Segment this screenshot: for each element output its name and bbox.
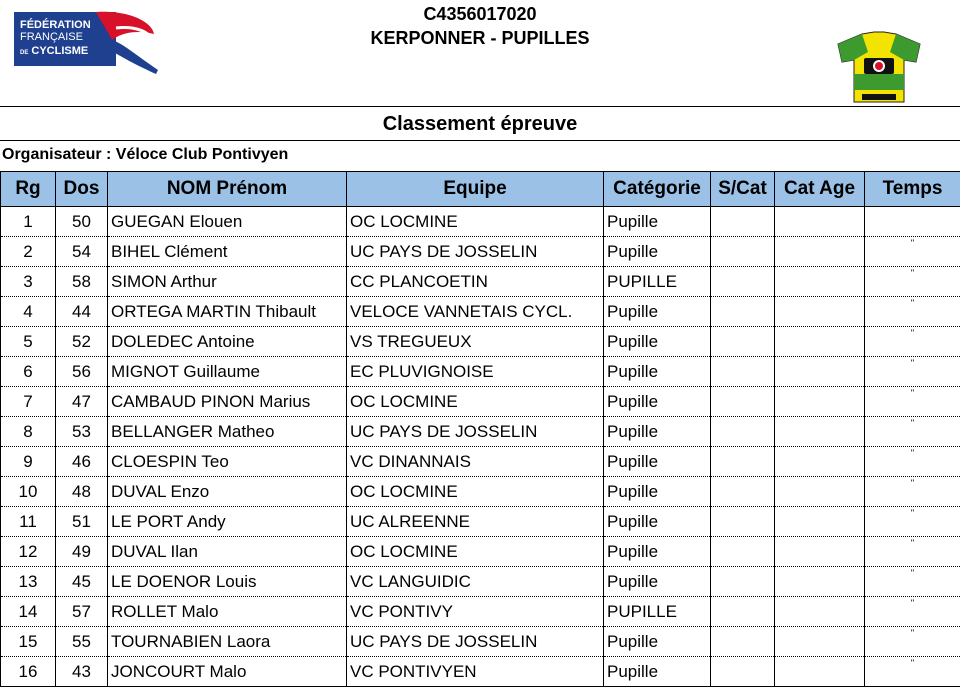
cell-rg: 6	[1, 357, 56, 387]
cell-catage	[775, 507, 865, 537]
cell-equipe: VC LANGUIDIC	[347, 567, 604, 597]
cell-temps	[865, 237, 960, 267]
cell-categorie: Pupille	[604, 657, 711, 687]
cell-nom: BELLANGER Matheo	[108, 417, 347, 447]
header-divider	[0, 106, 960, 107]
cell-scat	[711, 327, 775, 357]
cell-equipe: UC PAYS DE JOSSELIN	[347, 627, 604, 657]
col-header-nom: NOM Prénom	[108, 172, 347, 207]
cell-temps	[865, 387, 960, 417]
col-header-categorie: Catégorie	[604, 172, 711, 207]
cell-catage	[775, 477, 865, 507]
cell-temps	[865, 537, 960, 567]
cell-dos: 58	[56, 267, 108, 297]
cell-equipe: VC DINANNAIS	[347, 447, 604, 477]
cell-rg: 2	[1, 237, 56, 267]
cell-temps	[865, 447, 960, 477]
cell-catage	[775, 297, 865, 327]
cell-dos: 54	[56, 237, 108, 267]
cell-catage	[775, 327, 865, 357]
cell-dos: 49	[56, 537, 108, 567]
table-row	[1, 657, 960, 687]
cell-nom: MIGNOT Guillaume	[108, 357, 347, 387]
table-row	[1, 537, 960, 567]
cell-categorie: Pupille	[604, 537, 711, 567]
cell-rg: 16	[1, 657, 56, 687]
cell-rg: 12	[1, 537, 56, 567]
cell-scat	[711, 357, 775, 387]
cell-temps	[865, 207, 960, 237]
cell-catage	[775, 417, 865, 447]
cell-rg: 11	[1, 507, 56, 537]
cell-catage	[775, 387, 865, 417]
cell-rg: 4	[1, 297, 56, 327]
col-header-scat: S/Cat	[711, 172, 775, 207]
time-ditto-mark: "	[911, 388, 914, 398]
cell-temps	[865, 417, 960, 447]
cell-temps	[865, 507, 960, 537]
cell-dos: 55	[56, 627, 108, 657]
cell-categorie: Pupille	[604, 207, 711, 237]
cell-catage	[775, 447, 865, 477]
cell-categorie: Pupille	[604, 567, 711, 597]
cell-equipe: OC LOCMINE	[347, 207, 604, 237]
table-row	[1, 327, 960, 357]
time-ditto-mark: "	[911, 268, 914, 278]
results-table	[0, 171, 960, 687]
table-header-row	[1, 172, 960, 207]
cell-scat	[711, 267, 775, 297]
cell-scat	[711, 207, 775, 237]
table-row	[1, 357, 960, 387]
table-row	[1, 627, 960, 657]
time-ditto-mark: "	[911, 238, 914, 248]
organizer-label: Organisateur : Véloce Club Pontivyen	[2, 145, 288, 165]
cell-temps	[865, 477, 960, 507]
cell-equipe: OC LOCMINE	[347, 477, 604, 507]
time-ditto-mark: "	[911, 598, 914, 608]
cell-scat	[711, 507, 775, 537]
cell-catage	[775, 207, 865, 237]
cell-temps	[865, 657, 960, 687]
cell-categorie: Pupille	[604, 327, 711, 357]
cell-temps	[865, 597, 960, 627]
time-ditto-mark: "	[911, 508, 914, 518]
cell-dos: 57	[56, 597, 108, 627]
cell-equipe: VC PONTIVYEN	[347, 657, 604, 687]
cell-temps	[865, 627, 960, 657]
cell-equipe: VELOCE VANNETAIS CYCL.	[347, 297, 604, 327]
logo-line-3-text: CYCLISME	[31, 45, 88, 57]
cell-nom: SIMON Arthur	[108, 267, 347, 297]
cell-equipe: UC PAYS DE JOSSELIN	[347, 417, 604, 447]
cell-nom: CLOESPIN Teo	[108, 447, 347, 477]
cell-temps	[865, 327, 960, 357]
cell-nom: LE PORT Andy	[108, 507, 347, 537]
table-row	[1, 417, 960, 447]
cell-catage	[775, 657, 865, 687]
cell-nom: ROLLET Malo	[108, 597, 347, 627]
cell-dos: 43	[56, 657, 108, 687]
cell-catage	[775, 597, 865, 627]
cell-rg: 15	[1, 627, 56, 657]
logo-line-2: FRANÇAISE	[20, 32, 83, 43]
cell-categorie: Pupille	[604, 627, 711, 657]
table-row	[1, 507, 960, 537]
cell-catage	[775, 627, 865, 657]
table-row	[1, 207, 960, 237]
cell-rg: 3	[1, 267, 56, 297]
time-ditto-mark: "	[911, 628, 914, 638]
col-header-catage: Cat Age	[775, 172, 865, 207]
table-row	[1, 237, 960, 267]
col-header-temps: Temps	[865, 172, 960, 207]
cell-nom: BIHEL Clément	[108, 237, 347, 267]
cell-equipe: CC PLANCOETIN	[347, 267, 604, 297]
cell-scat	[711, 417, 775, 447]
cell-temps	[865, 567, 960, 597]
cell-catage	[775, 267, 865, 297]
cell-categorie: Pupille	[604, 477, 711, 507]
cell-dos: 53	[56, 417, 108, 447]
time-ditto-mark: "	[911, 358, 914, 368]
cell-nom: GUEGAN Elouen	[108, 207, 347, 237]
col-header-rg: Rg	[1, 172, 56, 207]
cell-dos: 46	[56, 447, 108, 477]
time-ditto-mark: "	[911, 568, 914, 578]
cell-equipe: UC PAYS DE JOSSELIN	[347, 237, 604, 267]
section-title: Classement épreuve	[0, 108, 960, 140]
cell-nom: LE DOENOR Louis	[108, 567, 347, 597]
cell-equipe: EC PLUVIGNOISE	[347, 357, 604, 387]
cell-catage	[775, 357, 865, 387]
club-jersey-icon	[834, 30, 924, 104]
cell-rg: 7	[1, 387, 56, 417]
cell-catage	[775, 237, 865, 267]
cell-scat	[711, 447, 775, 477]
cell-scat	[711, 237, 775, 267]
cell-catage	[775, 537, 865, 567]
cell-equipe: OC LOCMINE	[347, 387, 604, 417]
cell-categorie: PUPILLE	[604, 267, 711, 297]
cell-categorie: Pupille	[604, 387, 711, 417]
cell-categorie: Pupille	[604, 417, 711, 447]
cell-nom: CAMBAUD PINON Marius	[108, 387, 347, 417]
cell-temps	[865, 357, 960, 387]
cell-temps	[865, 267, 960, 297]
logo-prefix: DE	[20, 50, 28, 56]
cell-categorie: Pupille	[604, 507, 711, 537]
cell-scat	[711, 387, 775, 417]
cell-dos: 52	[56, 327, 108, 357]
time-ditto-mark: "	[911, 448, 914, 458]
cell-equipe: VS TREGUEUX	[347, 327, 604, 357]
cell-rg: 1	[1, 207, 56, 237]
time-ditto-mark: "	[911, 418, 914, 428]
cell-scat	[711, 657, 775, 687]
event-code: C4356017020	[0, 2, 960, 26]
cell-categorie: Pupille	[604, 297, 711, 327]
cell-rg: 10	[1, 477, 56, 507]
cell-nom: DUVAL Enzo	[108, 477, 347, 507]
cell-nom: ORTEGA MARTIN Thibault	[108, 297, 347, 327]
cell-scat	[711, 627, 775, 657]
cell-scat	[711, 567, 775, 597]
col-header-equipe: Equipe	[347, 172, 604, 207]
cell-nom: DOLEDEC Antoine	[108, 327, 347, 357]
cell-rg: 8	[1, 417, 56, 447]
table-row	[1, 387, 960, 417]
cell-equipe: VC PONTIVY	[347, 597, 604, 627]
cell-dos: 48	[56, 477, 108, 507]
cell-dos: 50	[56, 207, 108, 237]
cell-categorie: PUPILLE	[604, 597, 711, 627]
time-ditto-mark: "	[911, 298, 914, 308]
cell-scat	[711, 597, 775, 627]
cell-dos: 47	[56, 387, 108, 417]
cell-dos: 51	[56, 507, 108, 537]
cell-nom: DUVAL Ilan	[108, 537, 347, 567]
event-name: KERPONNER - PUPILLES	[0, 26, 960, 50]
cell-equipe: UC ALREENNE	[347, 507, 604, 537]
cell-scat	[711, 477, 775, 507]
table-row	[1, 447, 960, 477]
time-ditto-mark: "	[911, 478, 914, 488]
cell-rg: 9	[1, 447, 56, 477]
time-ditto-mark: "	[911, 538, 914, 548]
cell-equipe: OC LOCMINE	[347, 537, 604, 567]
cell-rg: 14	[1, 597, 56, 627]
time-ditto-mark: "	[911, 328, 914, 338]
cell-temps	[865, 297, 960, 327]
cell-rg: 5	[1, 327, 56, 357]
time-ditto-mark: "	[911, 658, 914, 668]
table-row	[1, 567, 960, 597]
cell-scat	[711, 297, 775, 327]
table-row	[1, 297, 960, 327]
table-row	[1, 267, 960, 297]
cell-nom: JONCOURT Malo	[108, 657, 347, 687]
cell-categorie: Pupille	[604, 447, 711, 477]
cell-dos: 44	[56, 297, 108, 327]
cell-scat	[711, 537, 775, 567]
event-title-block	[0, 2, 960, 50]
section-divider	[0, 140, 960, 141]
table-row	[1, 597, 960, 627]
cell-dos: 56	[56, 357, 108, 387]
cell-dos: 45	[56, 567, 108, 597]
cell-nom: TOURNABIEN Laora	[108, 627, 347, 657]
cell-rg: 13	[1, 567, 56, 597]
logo-line-1: FÉDÉRATION	[20, 20, 91, 31]
cell-categorie: Pupille	[604, 357, 711, 387]
table-row	[1, 477, 960, 507]
cell-categorie: Pupille	[604, 237, 711, 267]
cell-catage	[775, 567, 865, 597]
col-header-dos: Dos	[56, 172, 108, 207]
